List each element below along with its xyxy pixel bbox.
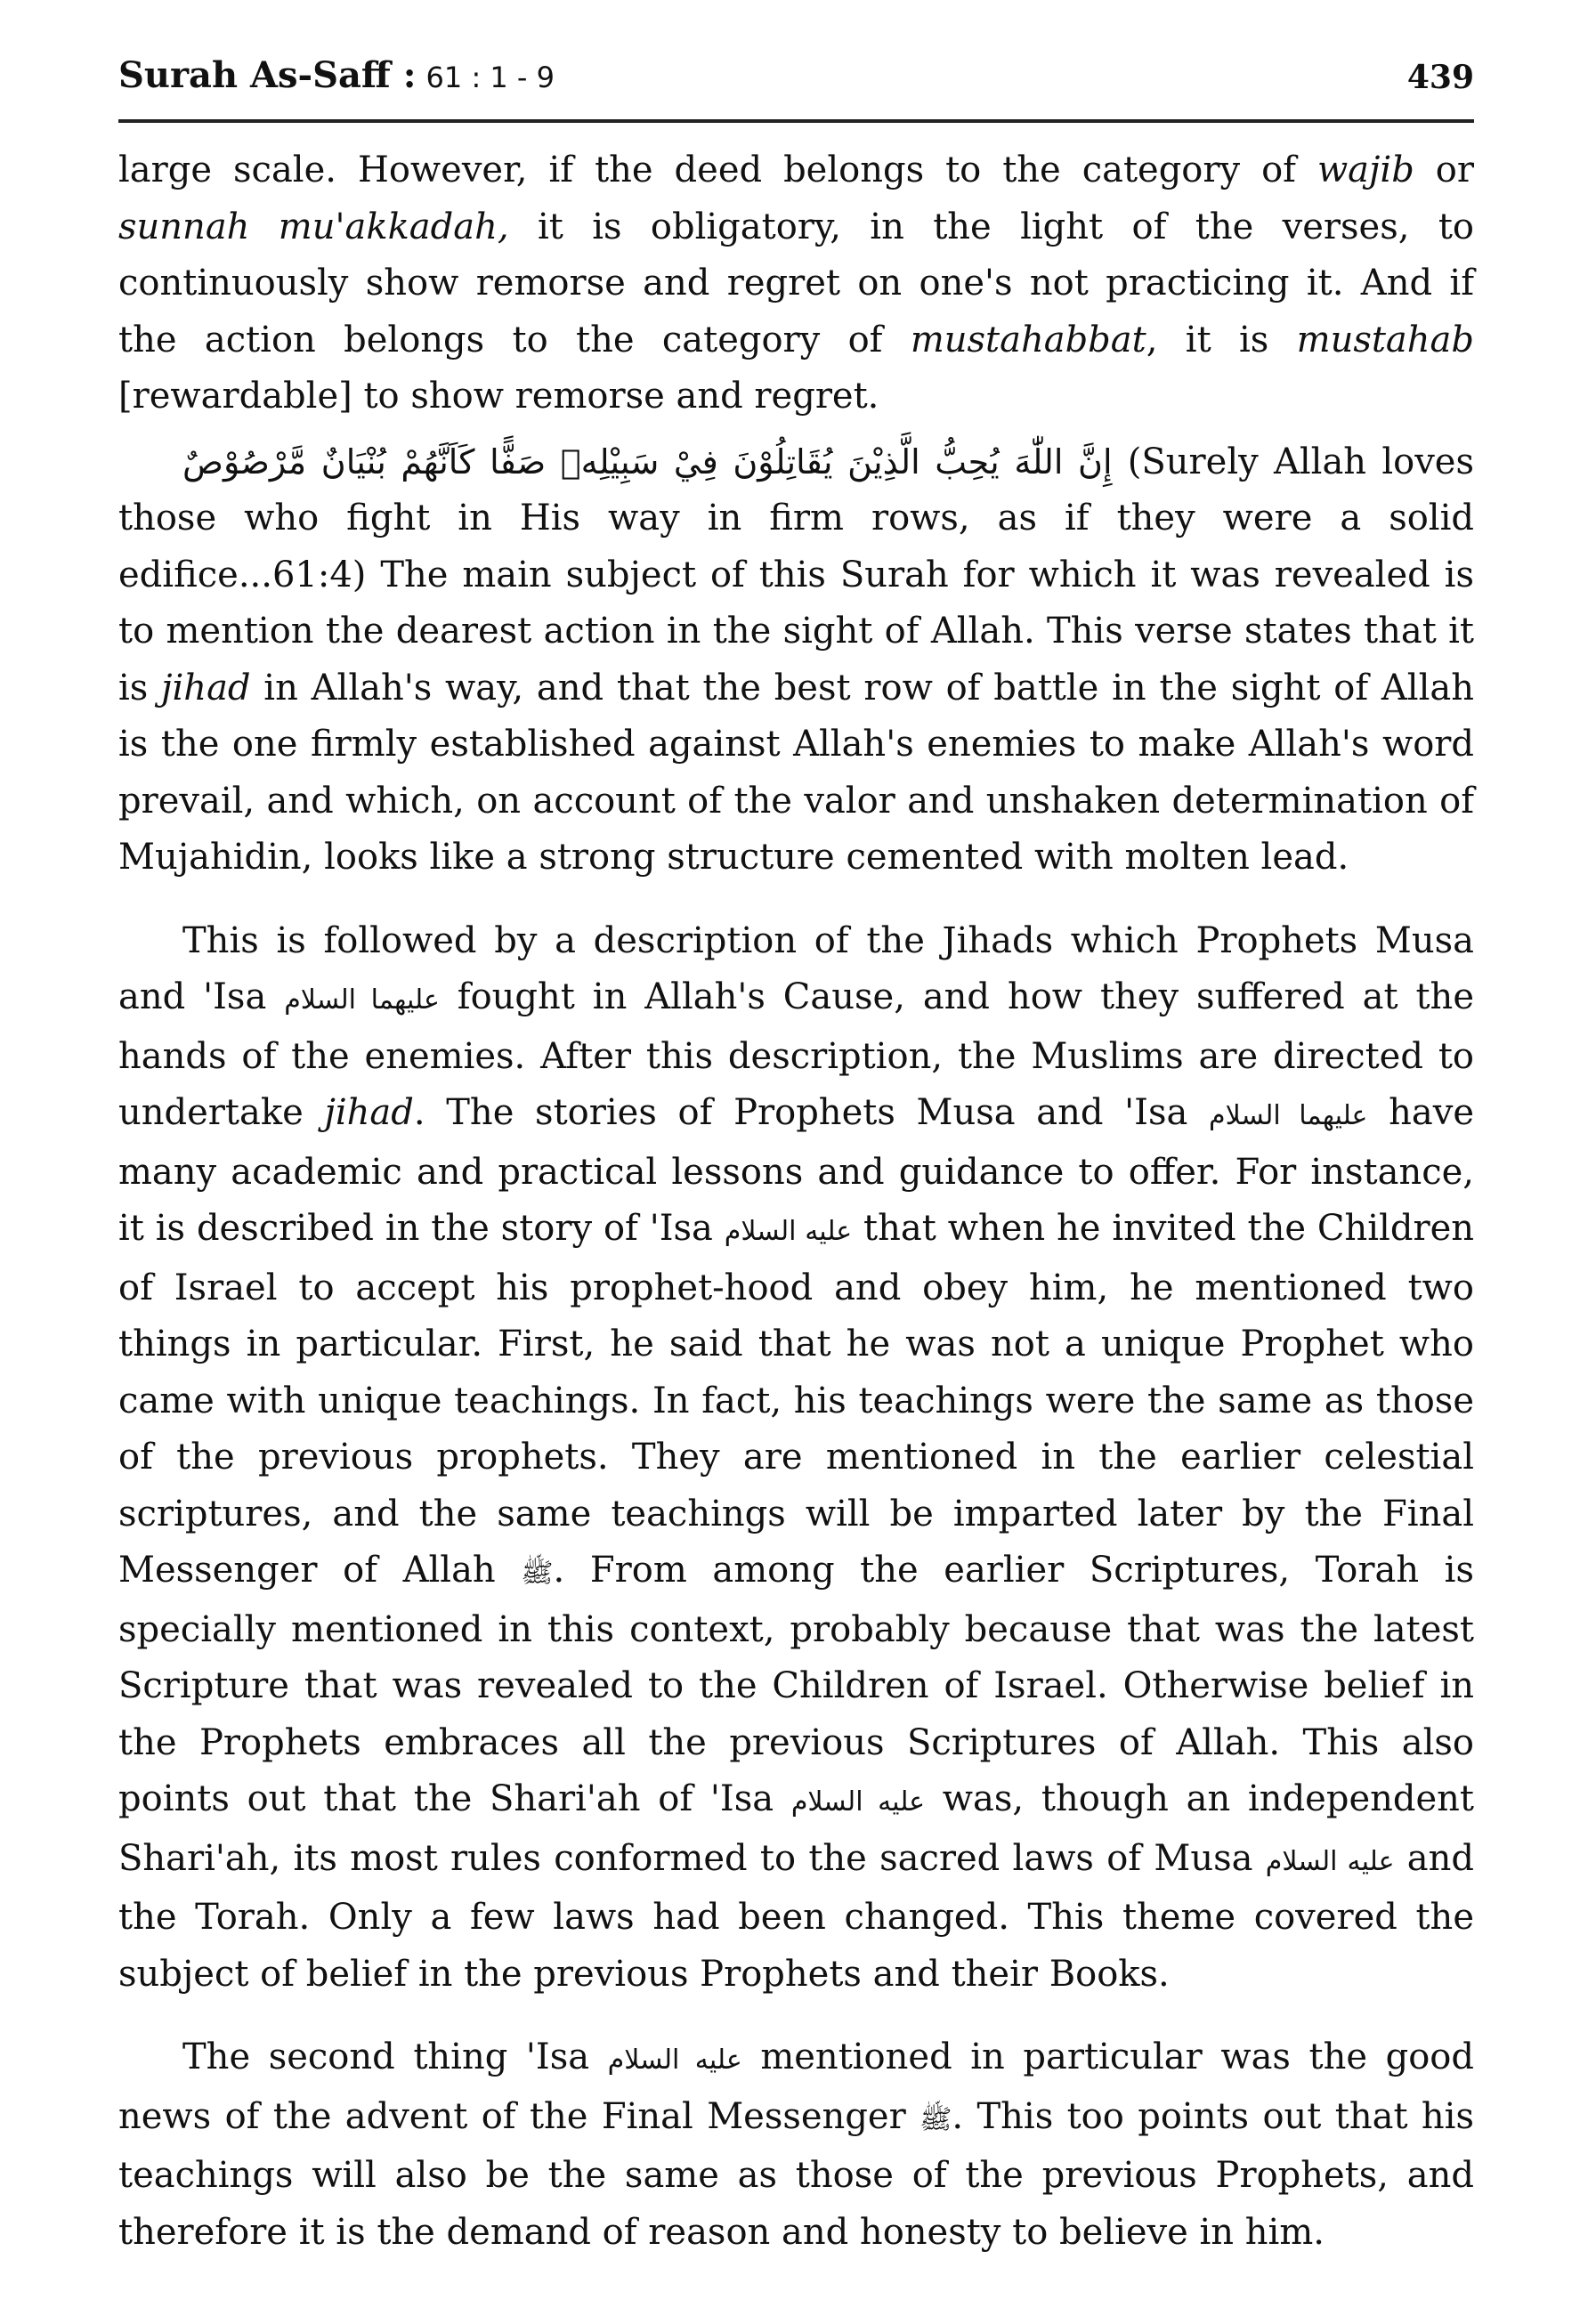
text-run: have many academic and practical lessons and guidance to offer. For instance, it is described in the story of 'Isa bbox=[118, 1092, 1475, 1249]
text-run: , it is bbox=[1146, 319, 1297, 360]
text-run: (Surely Allah loves those who fight in His way in firm rows, as if they were a solid edifice...61:4) The main subject of this Surah for which it was revealed is to mention the dearest action in the sight of Allah. This verse states that it is bbox=[118, 441, 1475, 709]
honorific: عليهما السلام bbox=[1209, 1100, 1368, 1131]
text-run: . From among the earlier Scriptures, Torah is specially mentioned in this context, probably because that was the latest Scripture that was revealed to the Children of Israel. Otherwise belief in the Prophets embraces all the previous Scriptures of Allah. This also points out that the Shari'ah of 'Isa bbox=[118, 1550, 1474, 1819]
text-run: [rewardable] to show remorse and regret. bbox=[118, 376, 879, 417]
honorific: عليه السلام bbox=[790, 1786, 926, 1818]
italic-term: wajib bbox=[1316, 150, 1414, 190]
honorific: عليه السلام bbox=[1265, 1845, 1395, 1877]
italic-term: jihad bbox=[161, 667, 251, 709]
text-run: . This too points out that his teachings will also be the same as those of the previous Prophets, and therefore it is the demand of reason and honesty to believe in him. bbox=[118, 2095, 1474, 2253]
italic-term: mustahabbat bbox=[910, 319, 1146, 360]
verse-reference: 61 : 1 - 9 bbox=[425, 61, 555, 94]
paragraph-1 bbox=[118, 142, 1474, 425]
running-title bbox=[118, 54, 555, 96]
text-run: in Allah's way, and that the best row of battle in the sight of Allah is the one firmly established against Allah's enemies to make Allah's word prevail, and which, on account of the valor and unshaken determination of Mujahidin, looks like a strong structure cemented with molten lead. bbox=[118, 667, 1474, 878]
text-run: The second thing 'Isa bbox=[182, 2037, 608, 2077]
header-rule bbox=[118, 119, 1474, 123]
page-number: 439 bbox=[1406, 59, 1474, 96]
text-run: This is followed by a description of the Jihads which Prophets Musa and 'Isa bbox=[118, 919, 1474, 1017]
text-run: was, though an independent Shari'ah, its most rules conformed to the sacred laws of Musa bbox=[118, 1778, 1474, 1879]
text-run: large scale. However, if the deed belongs to the category of bbox=[118, 150, 1317, 190]
paragraph-4 bbox=[118, 2029, 1474, 2261]
italic-term: mustahab bbox=[1296, 319, 1474, 360]
italic-term: jihad bbox=[324, 1092, 414, 1133]
text-run: and the Torah. Only a few laws had been changed. This theme covered the subject of belief in the previous Prophets and their Books. bbox=[118, 1837, 1475, 1995]
honorific: عليه السلام bbox=[607, 2045, 742, 2076]
text-run: mentioned in particular was the good news of the advent of the Final Messenger bbox=[118, 2037, 1474, 2137]
honorific: عليهما السلام bbox=[284, 984, 440, 1016]
surah-title: Surah As-Saff : bbox=[118, 54, 417, 96]
arabic-verse: إِنَّ اللّٰهَ يُحِبُّ الَّذِيْنَ يُقَاتِلُوْنَ فِيْ سَبِيْلِهٖ صَفًّا كَاَنَّهُمْ بُنْيَانٌ مَّرْصُوْصٌ bbox=[182, 441, 1113, 482]
text-run: that when he invited the Children of Israel to accept his prophet-hood and obey him, he mentioned two things in particular. First, he said that he was not a unique Prophet who came with unique teachings. In fact, his teachings were the same as those of the previous prophets. They are mentioned in the earlier celestial scriptures, and the same teachings will be imparted later by the Final Messenger of Allah bbox=[118, 1208, 1475, 1591]
italic-term: sunnah mu'akkadah, bbox=[118, 206, 509, 247]
page-header bbox=[118, 43, 1474, 96]
text-run: or bbox=[1414, 150, 1475, 190]
text-run: . The stories of Prophets Musa and 'Isa bbox=[413, 1092, 1210, 1133]
honorific: ﷺ bbox=[521, 1558, 554, 1589]
text-run: it is obligatory, in the light of the verses, to continuously show remorse and regret on one's not practicing it. And if the action belongs to the category of bbox=[118, 206, 1474, 360]
page-body bbox=[118, 142, 1474, 2261]
paragraph-2 bbox=[118, 434, 1474, 887]
paragraph-3 bbox=[118, 913, 1474, 2004]
honorific: ﷺ bbox=[920, 2103, 952, 2135]
honorific: عليه السلام bbox=[724, 1216, 853, 1247]
text-run: fought in Allah's Cause, and how they suffered at the hands of the enemies. After this description, the Muslims are directed to undertake bbox=[118, 976, 1474, 1133]
